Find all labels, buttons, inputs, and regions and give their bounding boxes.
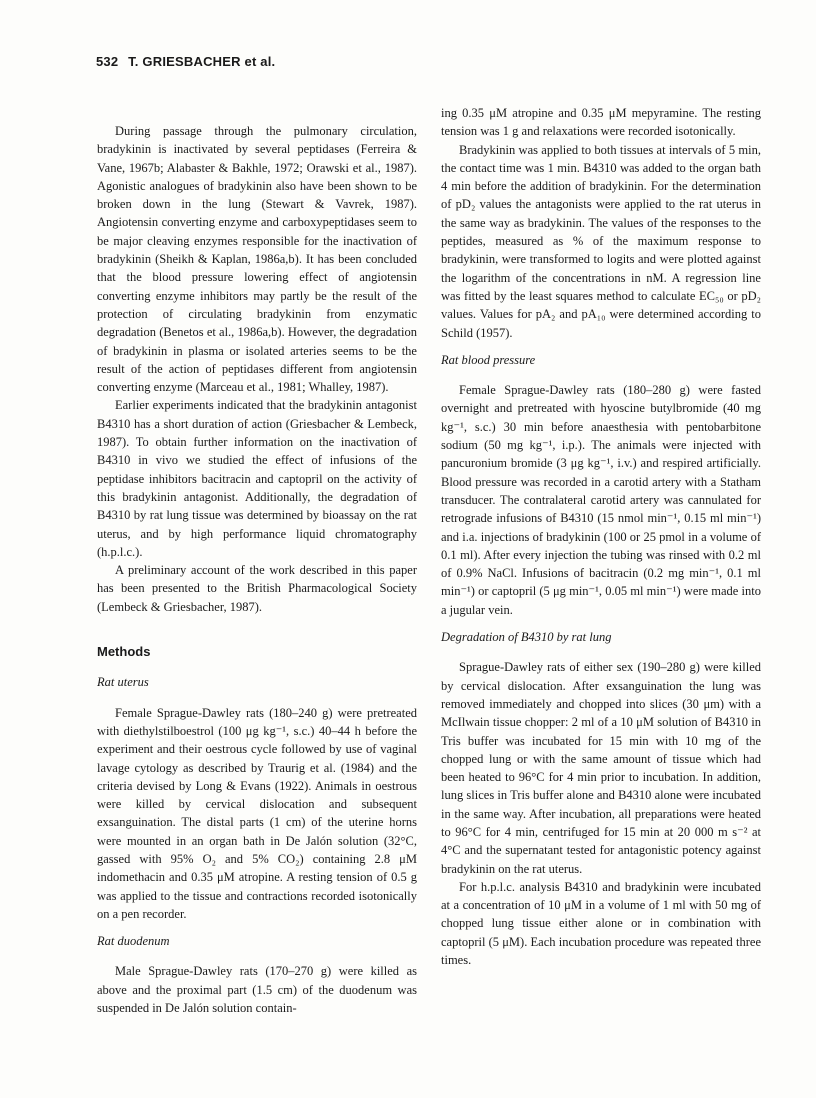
right-column xyxy=(441,104,761,969)
left-column xyxy=(97,104,417,1017)
running-header xyxy=(96,54,275,69)
running-authors: T. GRIESBACHER et al. xyxy=(128,54,276,69)
bradykinin-protocol-paragraph: Bradykinin was applied to both tissues at intervals of 5 min, the contact time was 1 min. B4310 was added to the organ bath 4 min before the addition of bradykinin. For the determination of pD₂ values the antagonists were applied to the rat uterus in the same way as bradykinin. The values of the responses to the peptides, measured as % of the maximum response to bradykinin, were transformed to logits and were plotted against the logarithm of the concentrations in nM. A regression line was fitted by the least squares method to calculate EC₅₀ or pD₂ values. Values for pA₂ and pA₁₀ were determined according to Schild (1957). xyxy=(441,142,761,340)
rat-blood-pressure-paragraph: Female Sprague-Dawley rats (180–280 g) were fasted overnight and pretreated with hyoscine butylbromide (40 mg kg⁻¹, s.c.) 30 min before anaesthesia with pentobarbitone sodium (50 mg kg⁻¹, i.p.). The animals were injected with pancuronium bromide (3 μg kg⁻¹, i.v.) and respired artificially. Blood pressure was recorded in a carotid artery with a Statham transducer. The contralateral carotid artery was cannulated for retrograde infusions of B4310 (15 nmol min⁻¹, 0.15 ml min⁻¹) and i.a. injections of bradykinin (100 or 25 pmol in a volume of 0.1 ml). After every injection the tubing was rinsed with 0.2 ml of 0.9% NaCl. Infusions of bacitracin (0.2 mg min⁻¹, 0.1 ml min⁻¹) or captopril (5 μg min⁻¹, 0.05 ml min⁻¹) were made into a jugular vein. xyxy=(441,383,761,617)
rat-uterus-paragraph: Female Sprague-Dawley rats (180–240 g) were pretreated with diethylstilboestrol (100 μg kg⁻¹, s.c.) 40–44 h before the experiment and their oestrous cycle followed by use of vaginal lavage cytology as described by Traurig et al. (1984) and the criteria devised by Long & Evans (1922). Animals in oestrous were killed by cervical dislocation and subsequent exsanguination. The distal parts (1 cm) of the uterine horns were mounted in an organ bath in De Jalón solution (32°C, gassed with 95% O₂ and 5% CO₂) containing 2.8 μM indomethacin and 0.35 μM atropine. A resting tension of 0.5 g was applied to the tissue and contractions recorded isotonically on a pen recorder. xyxy=(97,705,417,921)
page-number: 532 xyxy=(96,54,119,69)
duodenum-continued-paragraph: ing 0.35 μM atropine and 0.35 μM mepyramine. The resting tension was 1 g and relaxations were recorded isotonically. xyxy=(441,106,761,139)
rat-duodenum-heading: Rat duodenum xyxy=(97,934,170,949)
rat-blood-pressure-heading: Rat blood pressure xyxy=(441,352,536,367)
intro-paragraph-1: During passage through the pulmonary circulation, bradykinin is inactivated by several peptidases (Ferreira & Vane, 1967b; Alabaster & Bakhle, 1972; Orawski et al., 1987). Agonistic analogues of bradykinin also have been shown to be broken down in the lung (Stewart & Vavrek, 1987). Angiotensin converting enzyme and carboxypeptidases seem to be major cleaving enzymes responsible for the inactivation of bradykinin (Sheikh & Kaplan, 1986a,b). It has been concluded that the blood pressure lowering effect of angiotensin converting enzyme inhibitors may partly be the result of the protection of circulating bradykinin from enzymatic degradation (Benetos et al., 1986a,b). However, the degradation of bradykinin in plasma or isolated arteries seems to be the result of the action of peptidases different from angiotensin converting enzyme (Marceau et al., 1981; Whalley, 1987). xyxy=(97,124,417,395)
hplc-paragraph: For h.p.l.c. analysis B4310 and bradykinin were incubated at a concentration of 10 μM in a volume of 1 ml with 50 mg of chopped lung tissue either alone or in combination with captopril (5 μM). Each incubation procedure was repeated three times. xyxy=(441,879,761,968)
rat-duodenum-paragraph: Male Sprague-Dawley rats (170–270 g) were killed as above and the proximal part (1.5 cm) of the duodenum was suspended in De Jalón solution contain- xyxy=(97,964,417,1016)
rat-uterus-heading: Rat uterus xyxy=(97,675,149,690)
lung-degradation-heading: Degradation of B4310 by rat lung xyxy=(441,630,612,645)
intro-paragraph-2: Earlier experiments indicated that the bradykinin antagonist B4310 has a short duration of action (Griesbacher & Lembeck, 1987). To obtain further information on the inactivation of B4310 in vivo we studied the effect of infusions of the peptidase inhibitors bacitracin and captopril on the activity of this bradykinin antagonist. Additionally, the degradation of B4310 by rat lung tissue was determined by bioassay on the rat uterus, and by high performance liquid chromatography (h.p.l.c.). xyxy=(97,398,417,559)
methods-heading: Methods xyxy=(97,644,151,660)
intro-paragraph-3: A preliminary account of the work described in this paper has been presented to the British Pharmacological Society (Lembeck & Griesbacher, 1987). xyxy=(97,563,417,614)
lung-degradation-paragraph: Sprague-Dawley rats of either sex (190–280 g) were killed by cervical dislocation. After exsanguination the lung was removed immediately and chopped into slices (30 μm) with a McIlwain tissue chopper: 2 ml of a 10 μM solution of B4310 in Tris buffer was incubated for 15 min with 10 mg of the chopped lung or with the same amount of tissue which had been heated to 96°C for 4 min prior to incubation. In addition, lung slices in Tris buffer alone and B4310 alone were incubated in the same way. After incubation, all preparations were heated to 96°C for 4 min, centrifuged for 15 min at 20 000 m s⁻² at 4°C and the supernatant tested for antagonistic potency against bradykinin on the rat uterus. xyxy=(441,660,761,876)
